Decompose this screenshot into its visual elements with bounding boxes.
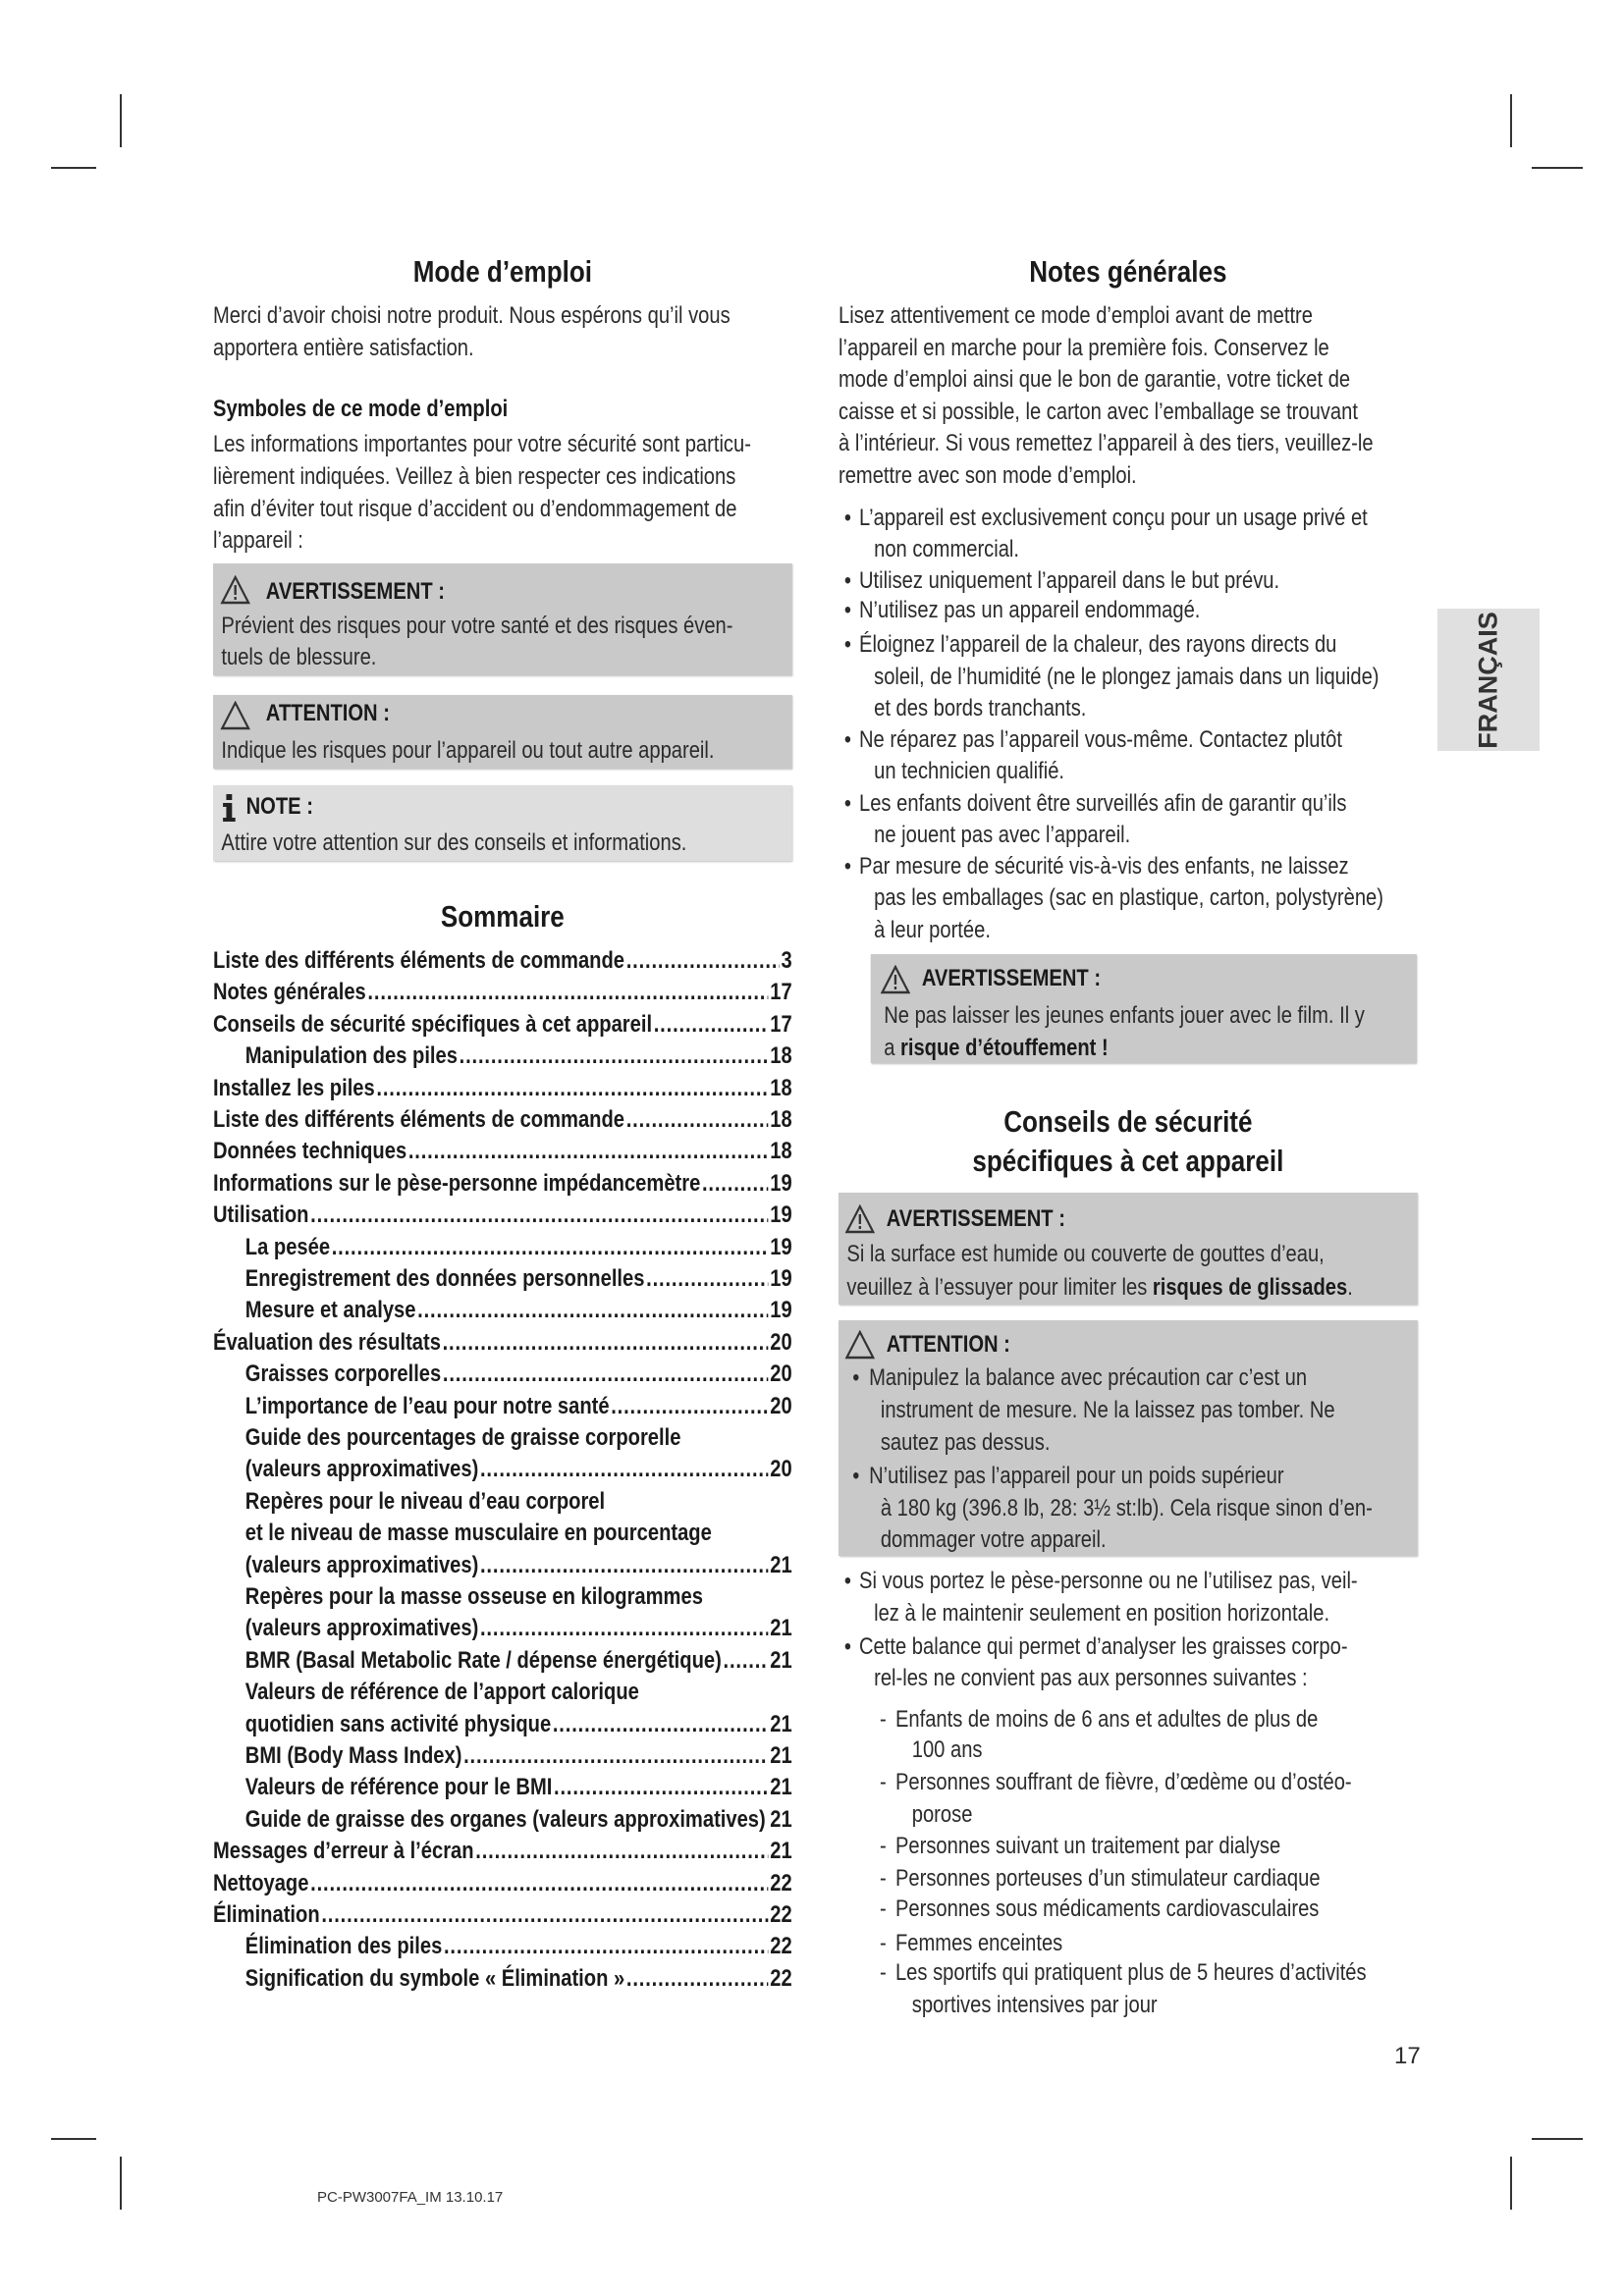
slip-warning-box [839, 1193, 1418, 1305]
bullet-item-line: N’utilisez pas un appareil endommagé. [859, 597, 1201, 623]
warning-text-line: Si la surface est humide ou couverte de gouttes d’eau, [846, 1241, 1325, 1267]
toc-dot-leader [480, 1550, 769, 1581]
dash-item-line: Les sportifs qui pratiquent plus de 5 heures d’activités [894, 1959, 1367, 1986]
caution-triangle-icon [221, 701, 250, 730]
bullet-item-line: Ne réparez pas l’appareil vous-même. Contactez plutôt [859, 726, 1342, 753]
toc-entry-page: 21 [770, 1742, 792, 1769]
bullet-item-line: rel-les ne convient pas aux personnes suivantes : [874, 1665, 1308, 1691]
bullet-item-marker: • [843, 790, 851, 817]
toc-entry-label: Valeurs de référence de l’apport calorique [244, 1679, 639, 1705]
info-icon [220, 793, 240, 823]
toc-entry-page: 21 [770, 1711, 792, 1737]
warning-triangle-icon [881, 965, 910, 994]
dash-item-line: Personnes suivant un traitement par dialyse [894, 1833, 1281, 1859]
toc-dot-leader [443, 1327, 769, 1359]
toc-dot-leader [417, 1295, 768, 1326]
toc-entry-label: Informations sur le pèse-personne impédancemètre [213, 1170, 701, 1197]
dash-item-line: 100 ans [911, 1736, 983, 1763]
toc-dot-leader [310, 1200, 768, 1231]
warning-text-line [846, 1272, 1352, 1304]
toc-entry [213, 1677, 792, 1708]
dash-item-line: porose [911, 1801, 973, 1828]
toc-dot-leader [626, 1963, 769, 1995]
dash-item-marker: - [880, 1959, 887, 1986]
bullet-item-marker: • [843, 1568, 851, 1594]
bullet-item-line: L’appareil est exclusivement conçu pour un usage privé et [859, 505, 1368, 531]
toc-entry-label: Manipulation des piles [244, 1042, 458, 1069]
section-title-notes-generales: Notes générales [1029, 254, 1227, 289]
toc-dot-leader [443, 1359, 769, 1390]
toc-entry-label: Valeurs de référence pour le BMI [244, 1774, 553, 1800]
toc-entry-label: Enregistrement des données personnelles [244, 1265, 645, 1292]
bullet-item-line: pas les emballages (sac en plastique, carton, polystyrène) [874, 884, 1383, 911]
toc-entry-label: Guide des pourcentages de graisse corporelle [244, 1424, 681, 1451]
section-title-sommaire: Sommaire [440, 899, 565, 934]
bullet-item-marker: • [843, 505, 851, 531]
toc-entry-page: 21 [770, 1647, 792, 1674]
toc-dot-leader [321, 1899, 768, 1931]
toc-entry [213, 1486, 792, 1518]
toc-entry [213, 1104, 792, 1136]
caution-label: ATTENTION : [265, 700, 390, 726]
caution-text-line: Indique les risques pour l’appareil ou tout autre appareil. [221, 737, 715, 764]
symbols-text-line: Les informations importantes pour votre sécurité sont particu- [213, 431, 751, 457]
caution-bullet-line: dommager votre appareil. [880, 1526, 1107, 1553]
toc-dot-leader [626, 945, 780, 977]
toc-entry-label: Nettoyage [213, 1870, 309, 1896]
toc-entry-label: (valeurs approximatives) [244, 1456, 479, 1482]
bullet-item-line: Éloignez l’appareil de la chaleur, des rayons directs du [859, 631, 1337, 658]
toc-entry-label: Repères pour le niveau d’eau corporel [244, 1488, 606, 1515]
warning-text-line: Prévient des risques pour votre santé et des risques éven- [221, 613, 733, 639]
toc-entry-label: Liste des différents éléments de commande [213, 947, 625, 974]
toc-entry [213, 1518, 792, 1549]
caution-bullet-line: sautez pas dessus. [880, 1429, 1051, 1456]
toc-entry [213, 977, 792, 1008]
toc-entry-page: 18 [770, 1138, 792, 1164]
symbols-text-line: lièrement indiquées. Veillez à bien respecter ces indications [213, 463, 736, 490]
toc-entry-page: 21 [770, 1838, 792, 1864]
symbols-text-line: afin d’éviter tout risque d’accident ou d’endommagement de [213, 496, 737, 522]
crop-mark [51, 2138, 96, 2140]
toc-entry-label: BMR (Basal Metabolic Rate / dépense énergétique) [244, 1647, 722, 1674]
caution-bullet-line: à 180 kg (396.8 lb, 28: 3½ st:lb). Cela risque sinon d’en- [880, 1495, 1373, 1522]
toc-entry-label: Élimination des piles [244, 1933, 443, 1959]
bullet-item-marker: • [843, 597, 851, 623]
toc-entry [213, 1327, 792, 1359]
toc-entry-label: Signification du symbole « Élimination » [244, 1965, 625, 1992]
toc-entry [213, 1931, 792, 1962]
warning-text-line: tuels de blessure. [221, 644, 377, 670]
bullet-item-line: Utilisez uniquement l’appareil dans le but prévu. [859, 567, 1280, 594]
symbols-text-line: l’appareil : [213, 527, 303, 554]
footer-doc-id: PC-PW3007FA_IM 13.10.17 [317, 2189, 504, 2206]
toc-entry-page: 20 [770, 1456, 792, 1482]
dash-item-line: Personnes souffrant de fièvre, d’œdème ou d’ostéo- [894, 1769, 1352, 1795]
toc-entry-page: 22 [770, 1870, 792, 1896]
bullet-item-line: lez à le maintenir seulement en position horizontale. [874, 1600, 1330, 1627]
intro-line: Merci d’avoir choisi notre produit. Nous espérons qu’il vous [213, 302, 731, 329]
caution-bullet-marker: • [852, 1364, 860, 1391]
toc-entry [213, 945, 792, 977]
toc-dot-leader [408, 1136, 769, 1167]
toc-entry-label: quotidien sans activité physique [244, 1711, 552, 1737]
bullet-item-line: à leur portée. [874, 917, 991, 943]
toc-entry-page: 17 [770, 979, 792, 1005]
toc-entry-page: 19 [770, 1265, 792, 1292]
text-run: . [1347, 1274, 1353, 1301]
toc-entry-page: 18 [770, 1042, 792, 1069]
toc-entry-page: 18 [770, 1075, 792, 1101]
bullet-item-marker: • [843, 1633, 851, 1660]
section-title-conseils-line2: spécifiques à cet appareil [972, 1144, 1284, 1178]
toc-dot-leader [654, 1009, 769, 1041]
bullet-item-line: et des bords tranchants. [874, 695, 1087, 721]
intro-line: apportera entière satisfaction. [213, 335, 474, 361]
bullet-item-line: non commercial. [874, 536, 1020, 562]
toc-entry-label: L’importance de l’eau pour notre santé [244, 1393, 610, 1419]
toc-dot-leader [767, 1804, 768, 1836]
bullet-item-line: ne jouent pas avec l’appareil. [874, 822, 1131, 848]
intro-line: l’appareil en marche pour la première fois. Conservez le [839, 335, 1329, 361]
caution-bullet-line: Manipulez la balance avec précaution car c’est un [869, 1364, 1308, 1391]
dash-item-marker: - [880, 1769, 887, 1795]
intro-line: à l’intérieur. Si vous remettez l’appareil à des tiers, veuillez-le [839, 430, 1374, 456]
toc-entry [213, 1899, 792, 1931]
toc-entry-label: Installez les piles [213, 1075, 375, 1101]
toc-entry [213, 1645, 792, 1677]
toc-entry-label: Notes générales [213, 979, 366, 1005]
toc-dot-leader [554, 1772, 769, 1803]
toc-entry-label: Guide de graisse des organes (valeurs approximatives) [244, 1806, 766, 1833]
crop-mark [1510, 94, 1512, 147]
toc-entry-page: 21 [770, 1806, 792, 1833]
note-box [213, 785, 792, 861]
toc-entry-page: 17 [770, 1011, 792, 1038]
section-title-conseils: Conseils de sécurité [1003, 1104, 1253, 1139]
intro-line: Lisez attentivement ce mode d’emploi avant de mettre [839, 302, 1313, 329]
intro-line: caisse et si possible, le carton avec l’emballage se trouvant [839, 399, 1358, 425]
toc-entry [213, 1963, 792, 1995]
language-tab-label: FRANÇAIS [1473, 611, 1503, 749]
warning-label: AVERTISSEMENT : [921, 965, 1102, 991]
film-warning-box [871, 954, 1417, 1063]
caution-bullet-marker: • [852, 1463, 860, 1489]
toc-entry [213, 1232, 792, 1263]
toc-entry-label: Liste des différents éléments de commande [213, 1106, 625, 1133]
note-text-line: Attire votre attention sur des conseils et informations. [221, 829, 687, 856]
toc-entry-label: et le niveau de masse musculaire en pourcentage [244, 1520, 712, 1546]
toc-entry-label: Données techniques [213, 1138, 407, 1164]
toc-entry-page: 21 [770, 1615, 792, 1641]
toc-dot-leader [702, 1168, 769, 1200]
toc-entry-page: 19 [770, 1170, 792, 1197]
toc-entry-page: 22 [770, 1965, 792, 1992]
symbols-heading: Symboles de ce mode d’emploi [213, 396, 509, 422]
toc-entry-label: Utilisation [213, 1201, 309, 1228]
toc-entry [213, 1836, 792, 1867]
toc-dot-leader [460, 1041, 769, 1072]
caution-triangle-icon [845, 1330, 875, 1360]
toc-entry-page: 20 [770, 1361, 792, 1387]
toc-dot-leader [463, 1740, 768, 1772]
bullet-item-line: un technicien qualifié. [874, 758, 1065, 784]
toc-entry [213, 1295, 792, 1326]
toc-entry [213, 1422, 792, 1454]
toc-entry [213, 1581, 792, 1613]
dash-item-line: Personnes porteuses d’un stimulateur cardiaque [894, 1865, 1321, 1892]
dash-item-line: Femmes enceintes [894, 1930, 1063, 1956]
toc-entry-label: Évaluation des résultats [213, 1329, 441, 1356]
warning-text-line: Ne pas laisser les jeunes enfants jouer avec le film. Il y [884, 1002, 1365, 1029]
dash-item-line: Personnes sous médicaments cardiovasculaires [894, 1896, 1320, 1922]
toc-entry [213, 1454, 792, 1485]
toc-entry-label: Conseils de sécurité spécifiques à cet appareil [213, 1011, 653, 1038]
toc-entry-page: 20 [770, 1329, 792, 1356]
bullet-item-line: Cette balance qui permet d’analyser les graisses corpo- [859, 1633, 1348, 1660]
toc-entry-label: Repères pour la masse osseuse en kilogrammes [244, 1583, 703, 1610]
warning-label: AVERTISSEMENT : [265, 578, 445, 605]
bold-text-run: risques de glissades [1152, 1274, 1348, 1301]
toc-entry [213, 1200, 792, 1231]
toc-entry [213, 1804, 792, 1836]
toc-entry [213, 1263, 792, 1295]
crop-mark [1532, 167, 1583, 169]
toc-dot-leader [444, 1931, 769, 1962]
toc-dot-leader [332, 1232, 769, 1263]
bullet-item-line: Les enfants doivent être surveillés afin de garantir qu’ils [859, 790, 1347, 817]
toc-entry [213, 1709, 792, 1740]
intro-line: mode d’emploi ainsi que le bon de garantie, votre ticket de [839, 366, 1351, 393]
toc-entry-page: 19 [770, 1234, 792, 1260]
warning-triangle-icon [221, 575, 250, 605]
crop-mark [51, 167, 96, 169]
toc-entry [213, 1359, 792, 1390]
warning-text-line [884, 1033, 1109, 1064]
toc-dot-leader [475, 1836, 768, 1867]
toc-entry-label: Messages d’erreur à l’écran [213, 1838, 474, 1864]
bold-text-run: risque d’étouffement ! [900, 1035, 1109, 1061]
toc-entry [213, 1168, 792, 1200]
toc-entry-page: 22 [770, 1933, 792, 1959]
toc-entry-page: 22 [770, 1901, 792, 1928]
toc-entry [213, 1613, 792, 1644]
warning-triangle-icon [845, 1204, 875, 1234]
text-run: veuillez à l’essuyer pour limiter les [846, 1274, 1153, 1301]
toc-entry-page: 21 [770, 1552, 792, 1578]
toc-entry-label: Mesure et analyse [244, 1297, 416, 1323]
toc-entry-page: 3 [781, 947, 792, 974]
toc-dot-leader [553, 1709, 769, 1740]
toc-entry [213, 1041, 792, 1072]
toc-entry-page: 20 [770, 1393, 792, 1419]
dash-item-marker: - [880, 1930, 887, 1956]
bullet-item-marker: • [843, 567, 851, 594]
caution-label: ATTENTION : [886, 1331, 1010, 1358]
crop-mark [1532, 2138, 1583, 2140]
dash-item-marker: - [880, 1706, 887, 1733]
warning-box [213, 563, 792, 675]
note-label: NOTE : [245, 793, 313, 820]
language-tab [1437, 609, 1540, 751]
bullet-item-marker: • [843, 853, 851, 880]
toc-dot-leader [376, 1073, 768, 1104]
toc-dot-leader [480, 1454, 769, 1485]
crop-mark [120, 94, 122, 147]
bullet-item-marker: • [843, 631, 851, 658]
toc-entry-label: (valeurs approximatives) [244, 1615, 479, 1641]
text-run: a [884, 1035, 901, 1061]
toc-entry-page: 19 [770, 1297, 792, 1323]
toc-entry [213, 1136, 792, 1167]
toc-entry [213, 1740, 792, 1772]
toc-dot-leader [724, 1645, 769, 1677]
bullet-item-marker: • [843, 726, 851, 753]
warning-label: AVERTISSEMENT : [886, 1205, 1065, 1232]
bullet-item-line: Si vous portez le pèse-personne ou ne l’utilisez pas, veil- [859, 1568, 1358, 1594]
toc-entry [213, 1772, 792, 1803]
intro-line: remettre avec son mode d’emploi. [839, 462, 1137, 489]
toc-dot-leader [626, 1104, 769, 1136]
toc-entry [213, 1868, 792, 1899]
toc-entry-page: 21 [770, 1774, 792, 1800]
crop-mark [120, 2157, 122, 2210]
section-title-mode-emploi: Mode d’emploi [412, 254, 592, 289]
dash-item-line: Enfants de moins de 6 ans et adultes de plus de [894, 1706, 1319, 1733]
page-number: 17 [1394, 2043, 1421, 2069]
toc-dot-leader [310, 1868, 768, 1899]
right-column [839, 0, 1418, 2296]
toc-entry [213, 1009, 792, 1041]
toc-entry-label: BMI (Body Mass Index) [244, 1742, 462, 1769]
dash-item-marker: - [880, 1833, 887, 1859]
toc-entry [213, 1073, 792, 1104]
dash-item-marker: - [880, 1896, 887, 1922]
caution-box [213, 695, 792, 769]
toc-entry-label: (valeurs approximatives) [244, 1552, 479, 1578]
toc-entry-label: Graisses corporelles [244, 1361, 442, 1387]
toc-entry-page: 18 [770, 1106, 792, 1133]
toc-entry-label: La pesée [244, 1234, 331, 1260]
dash-item-marker: - [880, 1865, 887, 1892]
toc-entry-page: 19 [770, 1201, 792, 1228]
bullet-item-line: soleil, de l’humidité (ne le plongez jamais dans un liquide) [874, 664, 1380, 690]
crop-mark [1510, 2157, 1512, 2210]
caution-bullet-line: instrument de mesure. Ne la laissez pas tomber. Ne [880, 1397, 1335, 1423]
toc-dot-leader [611, 1391, 768, 1422]
toc-dot-leader [480, 1613, 769, 1644]
left-column [213, 0, 792, 2296]
toc-entry [213, 1391, 792, 1422]
toc-dot-leader [367, 977, 768, 1008]
caution-box [839, 1320, 1418, 1556]
caution-bullet-line: N’utilisez pas l’appareil pour un poids supérieur [869, 1463, 1284, 1489]
toc-dot-leader [646, 1263, 768, 1295]
toc-entry [213, 1550, 792, 1581]
toc-entry-label: Élimination [213, 1901, 320, 1928]
dash-item-line: sportives intensives par jour [911, 1992, 1158, 2018]
bullet-item-line: Par mesure de sécurité vis-à-vis des enfants, ne laissez [859, 853, 1349, 880]
